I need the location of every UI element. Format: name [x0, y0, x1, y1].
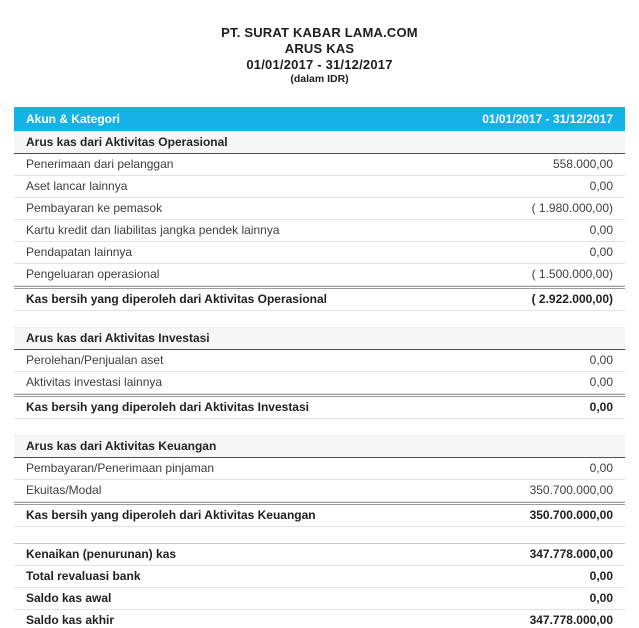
row-amount: 0,00 [589, 461, 613, 475]
row-label: Pembayaran/Penerimaan pinjaman [26, 461, 215, 475]
section-title: Arus kas dari Aktivitas Investasi [26, 331, 210, 345]
row-amount: 0,00 [589, 223, 613, 237]
table-row [14, 264, 625, 286]
summary-amount: 347.778.000,00 [529, 613, 613, 627]
row-label: Pembayaran ke pemasok [26, 201, 163, 215]
column-header-account: Akun & Kategori [26, 112, 121, 126]
row-amount: 350.700.000,00 [529, 483, 613, 497]
row-label: Pendapatan lainnya [26, 245, 133, 259]
total-label: Kas bersih yang diperoleh dari Aktivitas Operasional [26, 292, 327, 306]
row-amount: 0,00 [589, 179, 613, 193]
report-period: 01/01/2017 - 31/12/2017 [246, 57, 393, 72]
summary-amount: 347.778.000,00 [529, 547, 613, 561]
section-operasional [14, 131, 625, 311]
table-row [14, 480, 625, 502]
table-row [14, 458, 625, 480]
company-name: PT. SURAT KABAR LAMA.COM [221, 25, 418, 40]
report-table [14, 107, 625, 628]
section-gap [14, 527, 625, 543]
section-header [14, 327, 625, 350]
row-label: Pengeluaran operasional [26, 267, 160, 281]
row-amount: 0,00 [589, 353, 613, 367]
summary-row [14, 544, 625, 566]
table-row [14, 220, 625, 242]
total-row [14, 394, 625, 419]
summary-label: Kenaikan (penurunan) kas [26, 547, 177, 561]
section-keuangan [14, 435, 625, 527]
row-amount: ( 1.980.000,00) [531, 201, 613, 215]
table-row [14, 372, 625, 394]
section-header [14, 435, 625, 458]
section-gap [14, 419, 625, 435]
summary-amount: 0,00 [589, 591, 613, 605]
row-amount: 558.000,00 [552, 157, 613, 171]
report-type: ARUS KAS [284, 41, 355, 56]
total-amount: 0,00 [589, 400, 613, 414]
summary-label: Total revaluasi bank [26, 569, 141, 583]
row-amount: 0,00 [589, 245, 613, 259]
summary-row [14, 610, 625, 628]
row-label: Penerimaan dari pelanggan [26, 157, 174, 171]
row-label: Ekuitas/Modal [26, 483, 102, 497]
total-label: Kas bersih yang diperoleh dari Aktivitas Keuangan [26, 508, 316, 522]
table-row [14, 242, 625, 264]
row-amount: ( 1.500.000,00) [531, 267, 613, 281]
section-title: Arus kas dari Aktivitas Keuangan [26, 439, 217, 453]
summary-row [14, 588, 625, 610]
table-row [14, 198, 625, 220]
row-label: Aset lancar lainnya [26, 179, 128, 193]
report-title-block [0, 0, 639, 86]
summary-label: Saldo kas awal [26, 591, 112, 605]
section-title: Arus kas dari Aktivitas Operasional [26, 135, 228, 149]
section-gap [14, 311, 625, 327]
total-label: Kas bersih yang diperoleh dari Aktivitas Investasi [26, 400, 309, 414]
column-header-period: 01/01/2017 - 31/12/2017 [482, 112, 613, 126]
summary-block [14, 543, 625, 628]
total-row [14, 502, 625, 527]
table-row [14, 154, 625, 176]
section-header [14, 131, 625, 154]
total-amount: 350.700.000,00 [529, 508, 613, 522]
summary-label: Saldo kas akhir [26, 613, 115, 627]
row-amount: 0,00 [589, 375, 613, 389]
table-row [14, 176, 625, 198]
row-label: Kartu kredit dan liabilitas jangka pendek lainnya [26, 223, 280, 237]
summary-row [14, 566, 625, 588]
table-header-bar [14, 107, 625, 131]
summary-amount: 0,00 [589, 569, 613, 583]
row-label: Aktivitas investasi lainnya [26, 375, 163, 389]
section-investasi [14, 327, 625, 419]
total-amount: ( 2.922.000,00) [531, 292, 613, 306]
total-row [14, 286, 625, 311]
currency-note: (dalam IDR) [290, 73, 349, 85]
row-label: Perolehan/Penjualan aset [26, 353, 164, 367]
table-row [14, 350, 625, 372]
